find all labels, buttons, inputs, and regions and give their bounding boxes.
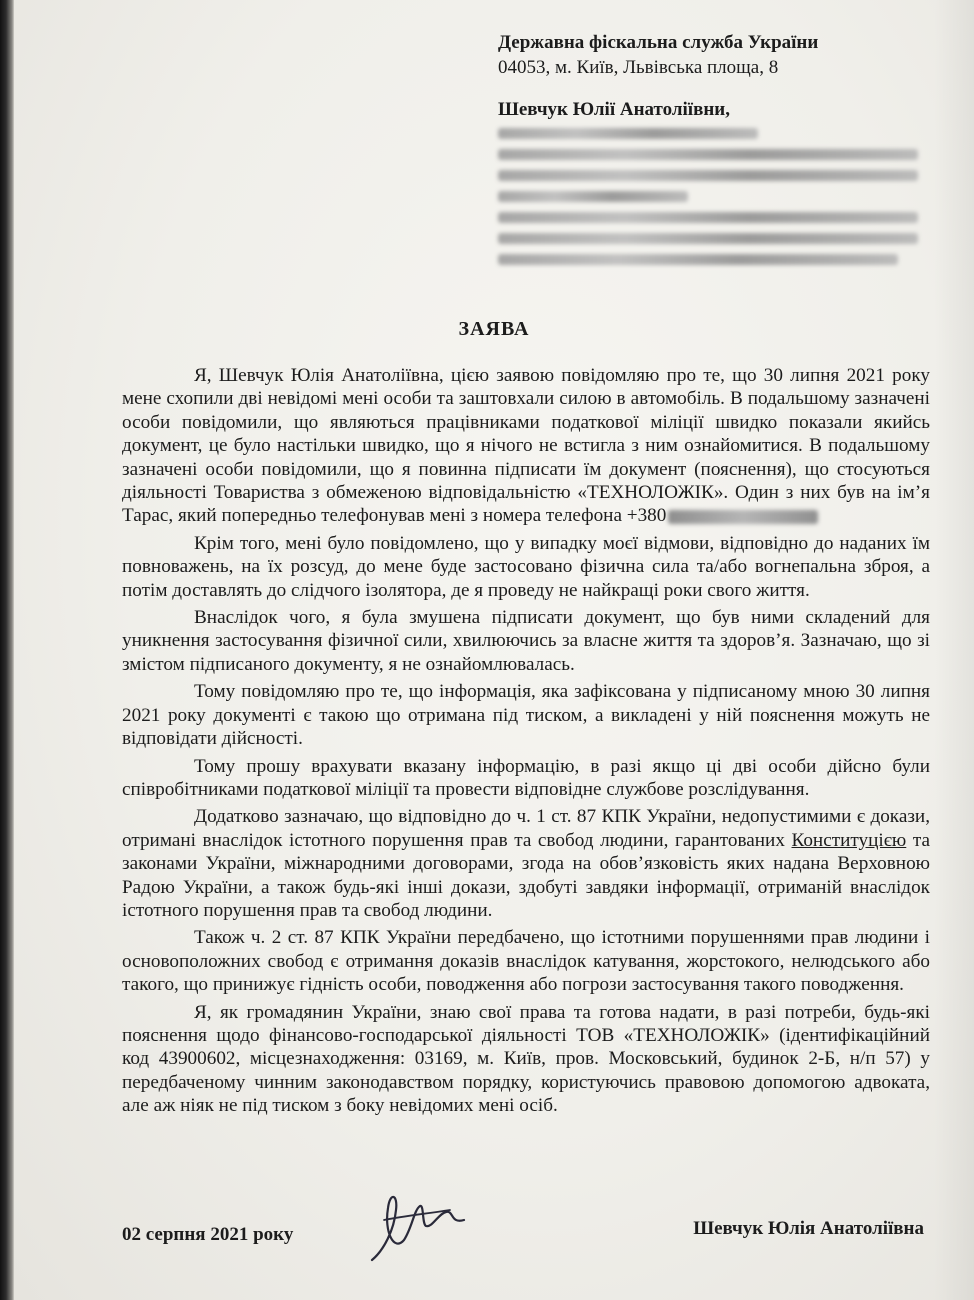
recipient-block xyxy=(498,30,818,80)
phone-prefix: +380 xyxy=(626,505,667,527)
paragraph: Внаслідок чого, я була змушена підписати документ, що був ними складений для уникнення застосування фізичної сили, хвилюючись за власне життя та здоров’я. Зазначаю, що зі змістом підписаного документу, я не ознайомлювалась. xyxy=(122,607,930,675)
paragraph: Тому повідомляю про те, що інформація, яка зафіксована у підписаному мною 30 липня 2021 року документі є такою що отримана під тиском, а викладені у ній пояснення можуть не відповідати дійсності. xyxy=(122,681,930,750)
paragraph-text: та законами України, міжнародними договорами, згода на обов’язковість яких надана Верховною Радою України, а також будь-які інші докази, здобуті завдяки інформації, отриманій внаслідок істотного порушення прав та свобод людини. xyxy=(122,829,930,921)
paragraph: Тому прошу врахувати вказану інформацію, в разі якщо ці дві особи дійсно були співробітниками податкової міліції та провести відповідне службове розслідування. xyxy=(122,755,930,800)
paper-shadow xyxy=(934,0,974,1300)
redacted-line xyxy=(498,254,898,265)
paragraph: Я, як громадянин України, знаю свої права та готова надати, в разі потреби, будь-які пояснення щодо фінансово-господарської діяльності ТОВ «ТЕХНОЛОЖІК» (ідентифікаційний код 43900602, місцезнаходження: 03169, м. Київ, пров. Московський, будинок 2-Б, н/п 57) у передбаченому чинним законодавством порядку, користуючись правовою допомогою адвоката, але аж ніяк не під тиском з боку невідомих мені осіб. xyxy=(122,1001,930,1117)
paragraph-text: Я, Шевчук Юлія Анатоліївна, цією заявою повідомляю про те, що 30 липня 2021 року мене схопили дві невідомі мені особи та заштовхали силою в автомобіль. В подальшому зазначені особи повідомили, що являються працівниками податкової міліції швидко показали якийсь документ, це було настільки швидко, що я нічого не встигла з ним ознайомитися. В подальшому зазначені особи повідомили, що я повинна підписати їм документ (пояснення), що стосуються діяльності Товариства з обмеженою відповідальністю «ТЕХНОЛОЖІК». Один з них був на ім’я Тарас, який попередньо телефонував мені з номера телефона xyxy=(122,365,930,527)
paragraph xyxy=(122,805,930,922)
background-edge xyxy=(0,0,14,1300)
recipient-agency: Державна фіскальна служба України xyxy=(498,32,819,53)
redacted-line xyxy=(498,191,688,202)
signatory-name: Шевчук Юлія Анатоліївна xyxy=(693,1218,924,1239)
paper-sheet xyxy=(14,0,974,1300)
redacted-phone xyxy=(668,510,818,524)
paragraph xyxy=(122,364,930,528)
handwritten-signature xyxy=(354,1180,474,1270)
redacted-line xyxy=(498,128,758,139)
applicant-name: Шевчук Юлії Анатоліївни, xyxy=(498,99,730,120)
paragraph: Також ч. 2 ст. 87 КПК України передбачено, що істотними порушеннями прав людини і основоположних свобод є отримання доказів внаслідок катування, жорстокого, нелюдського або такого, що принижує гідність особи, поводження або погрози застосування такого поводження. xyxy=(122,927,930,996)
redacted-line xyxy=(498,212,918,223)
redacted-line xyxy=(498,170,918,181)
document-title: ЗАЯВА xyxy=(458,318,530,340)
redacted-line xyxy=(498,233,918,244)
applicant-block xyxy=(498,97,730,122)
redacted-applicant-details xyxy=(498,128,918,275)
paragraph: Крім того, мені було повідомлено, що у випадку моєї відмови, відповідно до наданих їм повноважень, на їх розсуд, до мене буде застосовано фізична сила та/або вогнепальна зброя, а потім доставлять до слідчого ізолятора, де я проведу не найкращі роки свого життя. xyxy=(122,532,930,601)
signing-date: 02 серпня 2021 року xyxy=(122,1224,294,1245)
redacted-line xyxy=(498,149,918,160)
recipient-address: 04053, м. Київ, Львівська площа, 8 xyxy=(498,57,779,78)
underlined-term: Конституцією xyxy=(791,829,907,851)
paragraph-text: Додатково зазначаю, що відповідно до ч. 1 ст. 87 КПК України, недопустимими є докази, отримані внаслідок істотного порушення прав та свобод людини, гарантованих xyxy=(122,806,930,851)
statement-body xyxy=(122,364,930,1122)
